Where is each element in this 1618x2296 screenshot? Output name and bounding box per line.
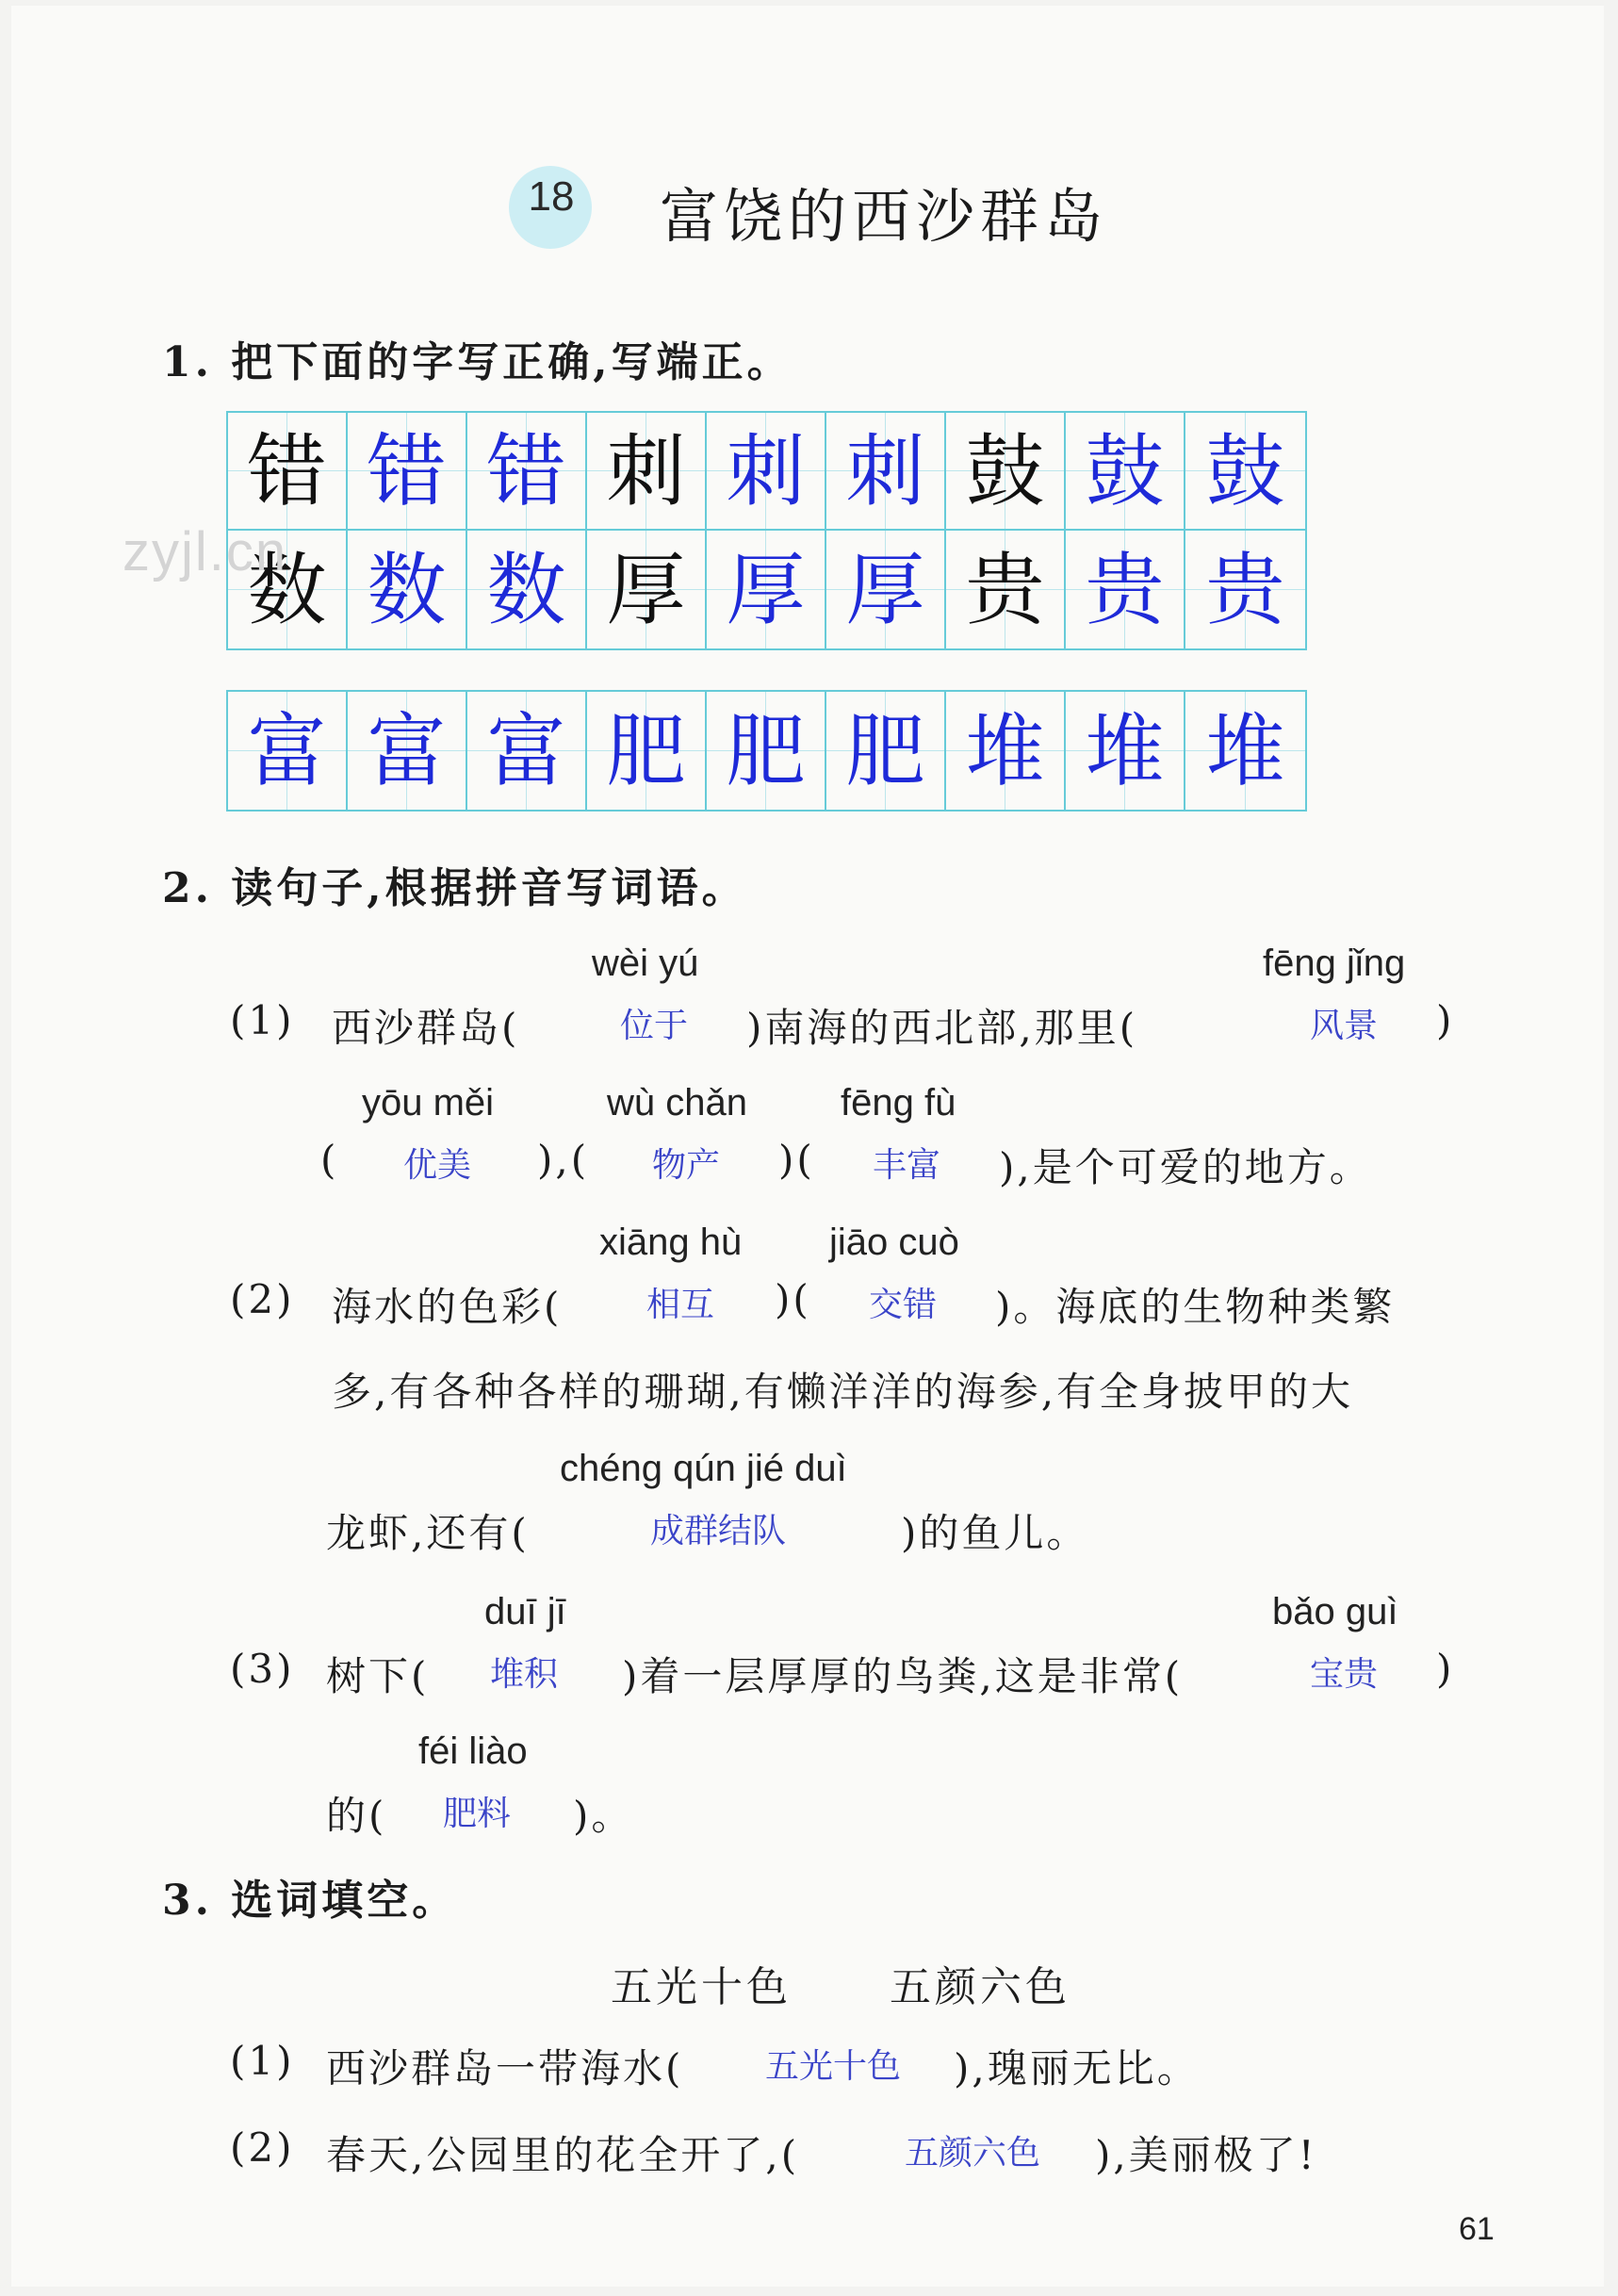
grid-cell: 贵 bbox=[1185, 531, 1305, 648]
sentence-text: 龙虾,还有( bbox=[326, 1510, 530, 1556]
word-option: 五光十色 bbox=[611, 1963, 792, 2011]
page-number: 61 bbox=[1459, 2211, 1495, 2247]
answer: 风景 bbox=[1310, 1006, 1379, 1044]
sentence-text: ),瑰丽无比。 bbox=[954, 2045, 1200, 2091]
sentence-text: )( bbox=[778, 1137, 815, 1183]
sentence-text: 的( bbox=[326, 1793, 387, 1839]
grid-cell: 刺 bbox=[707, 413, 826, 531]
grid-cell: 数 bbox=[228, 531, 348, 648]
answer: 相互 bbox=[646, 1285, 715, 1323]
answer: 宝贵 bbox=[1310, 1654, 1379, 1693]
sentence-text: 春天,公园里的花全开了,( bbox=[326, 2132, 800, 2178]
sentence-number: (2) bbox=[230, 2124, 295, 2171]
pinyin: jiāo cuò bbox=[829, 1222, 959, 1263]
sentence-text: ) bbox=[1436, 1646, 1455, 1692]
sentence-text: 多,有各种各样的珊瑚,有懒洋洋的海参,有全身披甲的大 bbox=[332, 1369, 1354, 1415]
sentence-text: )南海的西北部,那里( bbox=[746, 1005, 1138, 1051]
answer: 五光十色 bbox=[765, 2046, 902, 2085]
answer: 物产 bbox=[652, 1145, 721, 1184]
answer: 肥料 bbox=[443, 1794, 512, 1832]
sentence-number: (3) bbox=[230, 1646, 295, 1692]
sentence-text: 树下( bbox=[326, 1653, 430, 1699]
answer: 成群结队 bbox=[650, 1511, 787, 1550]
grid-cell: 堆 bbox=[1185, 692, 1305, 810]
grid-cell: 富 bbox=[467, 692, 587, 810]
sentence-text: ) bbox=[1436, 997, 1455, 1043]
grid-cell: 错 bbox=[467, 413, 587, 531]
grid-cell: 厚 bbox=[707, 531, 826, 648]
pinyin: wèi yú bbox=[592, 943, 699, 984]
grid-cell: 肥 bbox=[826, 692, 946, 810]
sentence-text: 海水的色彩( bbox=[332, 1284, 563, 1330]
grid-cell: 厚 bbox=[587, 531, 707, 648]
writing-grid-2 bbox=[226, 690, 1307, 812]
pinyin: xiāng hù bbox=[599, 1222, 743, 1263]
lesson-title: 富饶的西沙群岛 bbox=[660, 182, 1109, 251]
sentence-text: ),美丽极了! bbox=[1095, 2132, 1317, 2178]
answer: 交错 bbox=[869, 1285, 938, 1323]
grid-cell: 鼓 bbox=[946, 413, 1066, 531]
answer: 堆积 bbox=[490, 1654, 559, 1693]
sentence-text: 西沙群岛( bbox=[332, 1005, 520, 1051]
answer: 位于 bbox=[620, 1006, 689, 1044]
sentence-number: (1) bbox=[230, 2038, 295, 2084]
pinyin: féi liào bbox=[418, 1730, 528, 1772]
lesson-number: 18 bbox=[528, 173, 575, 220]
writing-grid-1 bbox=[226, 411, 1307, 650]
sentence-text: )着一层厚厚的鸟粪,这是非常( bbox=[622, 1653, 1184, 1699]
sentence-text: )。 bbox=[573, 1793, 634, 1839]
grid-cell: 鼓 bbox=[1185, 413, 1305, 531]
grid-cell: 厚 bbox=[826, 531, 946, 648]
grid-cell: 贵 bbox=[1066, 531, 1185, 648]
answer: 丰富 bbox=[873, 1145, 941, 1184]
sentence-text: ),是个可爱的地方。 bbox=[999, 1144, 1372, 1190]
sentence-text: ),( bbox=[537, 1137, 590, 1183]
pinyin: bǎo guì bbox=[1272, 1591, 1398, 1632]
pinyin: fēng jǐng bbox=[1263, 943, 1406, 984]
pinyin: wù chǎn bbox=[607, 1082, 747, 1123]
grid-cell: 肥 bbox=[707, 692, 826, 810]
grid-cell: 数 bbox=[467, 531, 587, 648]
grid-cell: 刺 bbox=[826, 413, 946, 531]
grid-cell: 数 bbox=[348, 531, 467, 648]
grid-cell: 肥 bbox=[587, 692, 707, 810]
pinyin: yōu měi bbox=[362, 1082, 495, 1123]
grid-cell: 堆 bbox=[1066, 692, 1185, 810]
pinyin: chéng qún jié duì bbox=[560, 1448, 847, 1489]
grid-cell: 错 bbox=[228, 413, 348, 531]
question-3-heading: 3. 选词填空。 bbox=[162, 1877, 458, 1925]
pinyin: fēng fù bbox=[841, 1082, 956, 1123]
grid-cell: 错 bbox=[348, 413, 467, 531]
sentence-text: )。海底的生物种类繁 bbox=[995, 1284, 1396, 1330]
pinyin: duī jī bbox=[484, 1591, 566, 1632]
grid-cell: 鼓 bbox=[1066, 413, 1185, 531]
grid-cell: 富 bbox=[348, 692, 467, 810]
question-2-heading: 2. 读句子,根据拼音写词语。 bbox=[162, 864, 747, 912]
watermark: zyjl.cn bbox=[123, 521, 288, 582]
sentence-number: (1) bbox=[230, 997, 295, 1043]
answer: 五颜六色 bbox=[905, 2133, 1041, 2172]
question-1-heading: 1. 把下面的字写正确,写端正。 bbox=[162, 338, 793, 386]
grid-cell: 刺 bbox=[587, 413, 707, 531]
grid-cell: 富 bbox=[228, 692, 348, 810]
sentence-text: ( bbox=[320, 1137, 339, 1183]
sentence-text: )( bbox=[775, 1276, 811, 1322]
sentence-number: (2) bbox=[230, 1276, 295, 1322]
answer: 优美 bbox=[403, 1145, 472, 1184]
sentence-text: )的鱼儿。 bbox=[901, 1510, 1089, 1556]
grid-cell: 堆 bbox=[946, 692, 1066, 810]
word-option: 五颜六色 bbox=[890, 1963, 1070, 2011]
sentence-text: 西沙群岛一带海水( bbox=[326, 2045, 684, 2091]
grid-cell: 贵 bbox=[946, 531, 1066, 648]
